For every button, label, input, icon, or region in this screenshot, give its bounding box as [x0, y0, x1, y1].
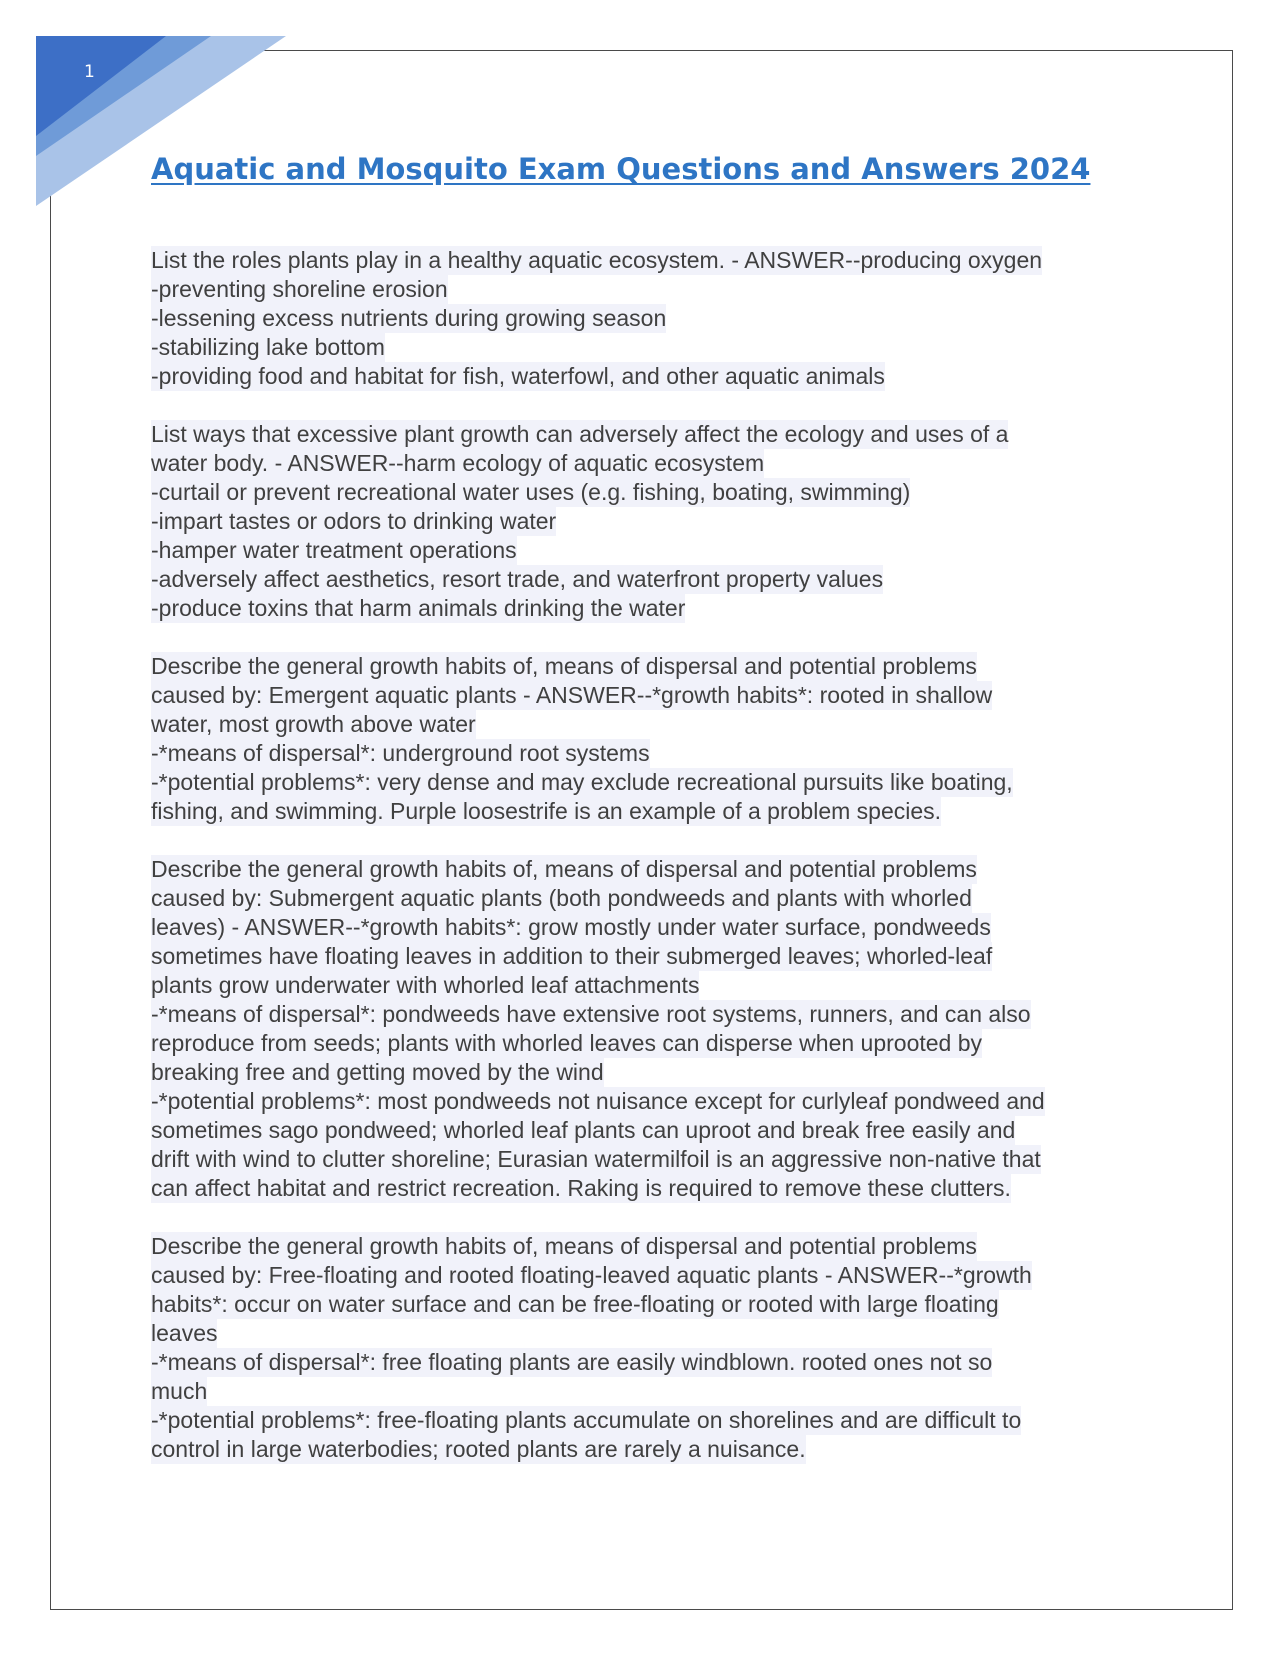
qa-line: Describe the general growth habits of, means of dispersal and potential problems	[151, 653, 977, 679]
qa-line: water, most growth above water	[151, 711, 476, 737]
qa-line: Describe the general growth habits of, means of dispersal and potential problems	[151, 1233, 977, 1259]
qa-block	[151, 420, 1151, 623]
qa-line: sometimes sago pondweed; whorled leaf plants can uproot and break free easily and	[151, 1117, 1016, 1143]
qa-line: -produce toxins that harm animals drinking the water	[151, 595, 686, 621]
qa-line: much	[151, 1378, 208, 1404]
qa-line: -adversely affect aesthetics, resort trade, and waterfront property values	[151, 566, 884, 592]
qa-block	[151, 1232, 1151, 1464]
qa-line: -impart tastes or odors to drinking water	[151, 508, 557, 534]
qa-line: plants grow underwater with whorled leaf attachments	[151, 972, 700, 998]
qa-line: caused by: Emergent aquatic plants - ANSWER--*growth habits*: rooted in shallow	[151, 682, 993, 708]
qa-line: -preventing shoreline erosion	[151, 276, 448, 302]
qa-line: List the roles plants play in a healthy aquatic ecosystem. - ANSWER--producing oxygen	[151, 247, 1043, 273]
qa-line: -stabilizing lake bottom	[151, 334, 385, 360]
qa-line: water body. - ANSWER--harm ecology of aquatic ecosystem	[151, 450, 765, 476]
qa-line: -*means of dispersal*: pondweeds have extensive root systems, runners, and can also	[151, 1001, 1031, 1027]
qa-line: leaves	[151, 1320, 218, 1346]
qa-line: -providing food and habitat for fish, waterfowl, and other aquatic animals	[151, 363, 885, 389]
qa-line: -lessening excess nutrients during growing season	[151, 305, 667, 331]
qa-line: -*potential problems*: very dense and may exclude recreational pursuits like boating,	[151, 769, 1013, 795]
qa-line: -*potential problems*: free-floating plants accumulate on shorelines and are difficult to	[151, 1407, 1022, 1433]
qa-line: -*means of dispersal*: underground root systems	[151, 740, 650, 766]
qa-line: leaves) - ANSWER--*growth habits*: grow mostly under water surface, pondweeds	[151, 914, 991, 940]
qa-line: -curtail or prevent recreational water uses (e.g. fishing, boating, swimming)	[151, 479, 911, 505]
qa-line: List ways that excessive plant growth can adversely affect the ecology and uses of a	[151, 421, 1009, 447]
qa-line: fishing, and swimming. Purple loosestrife is an example of a problem species.	[151, 798, 942, 824]
qa-line: -*means of dispersal*: free floating plants are easily windblown. rooted ones not so	[151, 1349, 993, 1375]
qa-line: reproduce from seeds; plants with whorled leaves can disperse when uprooted by	[151, 1030, 983, 1056]
qa-block	[151, 652, 1151, 826]
page-number: 1	[84, 62, 95, 82]
qa-line: -*potential problems*: most pondweeds not nuisance except for curlyleaf pondweed and	[151, 1088, 1045, 1114]
qa-line: drift with wind to clutter shoreline; Eurasian watermilfoil is an aggressive non-native that	[151, 1146, 1041, 1172]
qa-block	[151, 246, 1151, 391]
qa-line: breaking free and getting moved by the wind	[151, 1059, 604, 1085]
document-title: Aquatic and Mosquito Exam Questions and Answers 2024	[151, 152, 1091, 186]
qa-line: caused by: Submergent aquatic plants (both pondweeds and plants with whorled	[151, 885, 972, 911]
qa-line: Describe the general growth habits of, means of dispersal and potential problems	[151, 856, 977, 882]
qa-line: -hamper water treatment operations	[151, 537, 517, 563]
qa-block	[151, 855, 1151, 1203]
qa-line: can affect habitat and restrict recreation. Raking is required to remove these clutters.	[151, 1175, 1011, 1201]
qa-line: caused by: Free-floating and rooted floating-leaved aquatic plants - ANSWER--*growth	[151, 1262, 1032, 1288]
qa-line: habits*: occur on water surface and can be free-floating or rooted with large floating	[151, 1291, 999, 1317]
qa-line: sometimes have floating leaves in addition to their submerged leaves; whorled-leaf	[151, 943, 993, 969]
qa-line: control in large waterbodies; rooted plants are rarely a nuisance.	[151, 1436, 806, 1462]
qa-content	[151, 246, 1151, 1493]
